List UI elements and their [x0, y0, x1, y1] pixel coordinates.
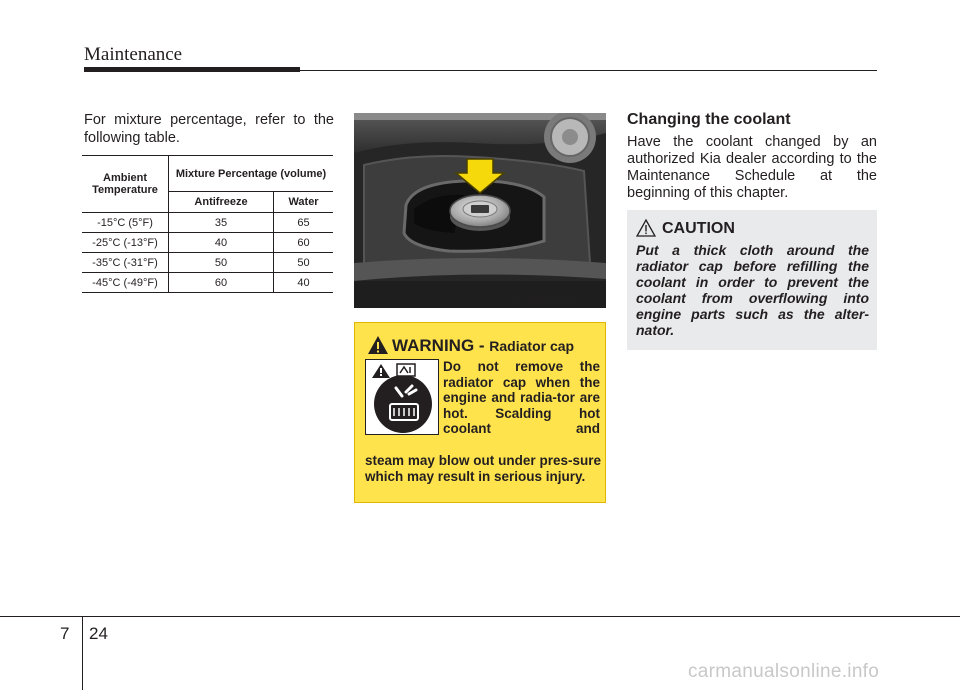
table-row — [82, 273, 333, 293]
footer-divider — [82, 617, 83, 690]
coolant-mixture-table — [82, 155, 333, 293]
page-header-title: Maintenance — [84, 44, 183, 65]
header-rule-thick — [84, 67, 300, 72]
watermark: carmanualsonline.info — [688, 661, 880, 682]
header-antifreeze: Antifreeze — [169, 192, 274, 213]
caution-text: Put a thick cloth around the radiator cap before refilling the coolant in order to prevent the coolant from overflowing into engine parts such as the alter-nator. — [636, 242, 869, 338]
chapter-number: 7 — [60, 624, 70, 643]
intro-paragraph: For mixture percentage, refer to the following table. — [84, 112, 334, 146]
engine-bay-illustration — [354, 113, 606, 308]
table-row — [82, 253, 333, 273]
cell-antifreeze: 40 — [169, 233, 274, 253]
warning-title: WARNING - Radiator cap — [392, 336, 575, 355]
header-rule-thin — [300, 70, 877, 71]
page-number: 24 — [89, 624, 108, 643]
cell-water: 40 — [274, 273, 333, 293]
hot-coolant-hazard-icon — [365, 359, 439, 435]
section-heading: Changing the coolant — [627, 111, 791, 128]
cell-temperature: -45°C (-49°F) — [82, 273, 169, 293]
cell-water: 50 — [274, 253, 333, 273]
table-row — [82, 233, 333, 253]
cell-temperature: -25°C (-13°F) — [82, 233, 169, 253]
warning-text-right: Do not remove the radiator cap when the engine and radia-tor are hot. Scalding hot coolant and — [443, 359, 600, 436]
table-row — [82, 213, 333, 233]
warning-subtitle: Radiator cap — [489, 338, 575, 354]
footer-rule — [0, 616, 960, 617]
header-water: Water — [274, 192, 333, 213]
warning-box — [354, 322, 606, 503]
caution-triangle-icon — [636, 219, 656, 237]
radiator-cap-photo — [354, 113, 606, 308]
warning-text-bottom: steam may blow out under pres-sure which may result in serious injury. — [365, 453, 601, 484]
cell-temperature: -35°C (-31°F) — [82, 253, 169, 273]
caution-title: CAUTION — [662, 220, 735, 237]
cell-water: 60 — [274, 233, 333, 253]
section-body: Have the coolant changed by an authorized Kia dealer according to the Maintenance Schedule at the beginning of this chapter. — [627, 134, 877, 201]
photo-caption: OYP074066N — [512, 298, 576, 309]
caution-box — [627, 210, 877, 350]
cell-antifreeze: 35 — [169, 213, 274, 233]
header-mixture-percentage: Mixture Percentage (volume) — [169, 156, 334, 192]
cell-antifreeze: 50 — [169, 253, 274, 273]
cell-water: 65 — [274, 213, 333, 233]
cell-temperature: -15°C (5°F) — [82, 213, 169, 233]
cell-antifreeze: 60 — [169, 273, 274, 293]
header-ambient-temperature: Ambient Temperature — [82, 156, 169, 213]
warning-triangle-icon — [367, 335, 389, 355]
